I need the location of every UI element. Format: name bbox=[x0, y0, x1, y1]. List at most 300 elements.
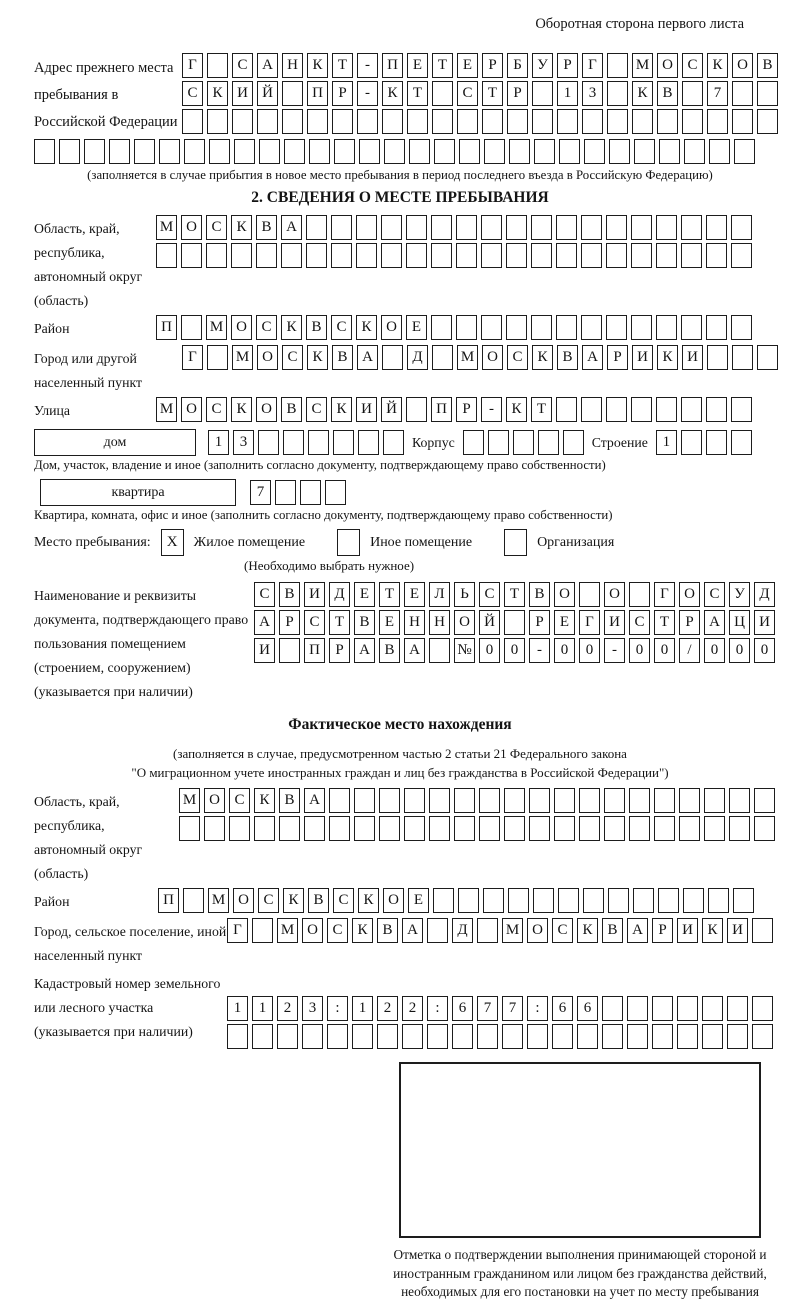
form-cell bbox=[277, 1024, 298, 1049]
form-cell: У bbox=[729, 582, 750, 607]
form-cell bbox=[757, 81, 778, 106]
form-cell bbox=[479, 816, 500, 841]
form-cell bbox=[427, 1024, 448, 1049]
form-cell bbox=[706, 315, 727, 340]
form-cell: М bbox=[277, 918, 298, 943]
form-cell: О bbox=[554, 582, 575, 607]
form-cell bbox=[334, 139, 355, 164]
stay-type-check-residential: X bbox=[161, 529, 184, 556]
form-cell bbox=[432, 109, 453, 134]
form-cell: К bbox=[382, 81, 403, 106]
prev-address-block bbox=[34, 53, 773, 137]
fact-cadastral-cells bbox=[227, 970, 773, 1052]
form-cell bbox=[704, 788, 725, 813]
form-cell bbox=[329, 816, 350, 841]
form-cell: Т bbox=[379, 582, 400, 607]
form-cell: : bbox=[327, 996, 348, 1021]
form-cell bbox=[356, 243, 377, 268]
form-cell: Ь bbox=[454, 582, 475, 607]
form-cell: П bbox=[307, 81, 328, 106]
form-cell bbox=[604, 788, 625, 813]
form-cell bbox=[207, 53, 228, 78]
form-cell bbox=[234, 139, 255, 164]
form-cell: Т bbox=[332, 53, 353, 78]
form-cell bbox=[282, 109, 303, 134]
form-cell bbox=[679, 816, 700, 841]
form-cell bbox=[658, 888, 679, 913]
form-cell bbox=[677, 1024, 698, 1049]
form-cell: С bbox=[256, 315, 277, 340]
form-cell bbox=[431, 243, 452, 268]
form-cell bbox=[629, 816, 650, 841]
form-cell: С bbox=[682, 53, 703, 78]
form-cell: М bbox=[179, 788, 200, 813]
form-cell bbox=[682, 81, 703, 106]
doc-row-2 bbox=[254, 610, 775, 635]
form-cell: П bbox=[382, 53, 403, 78]
form-cell: С bbox=[333, 888, 354, 913]
form-cell: Т bbox=[654, 610, 675, 635]
form-cell: 3 bbox=[582, 81, 603, 106]
form-cell bbox=[509, 139, 530, 164]
stay-type-check-organization bbox=[504, 529, 527, 556]
form-cell: С bbox=[206, 397, 227, 422]
form-cell: В bbox=[529, 582, 550, 607]
form-cell: В bbox=[354, 610, 375, 635]
apartment-label-box: квартира bbox=[40, 479, 236, 506]
form-cell: А bbox=[402, 918, 423, 943]
s2-region-label: Область, край, республика, автономный округ (область) bbox=[34, 221, 143, 308]
form-cell bbox=[681, 215, 702, 240]
form-cell bbox=[354, 816, 375, 841]
form-cell: И bbox=[356, 397, 377, 422]
form-cell: К bbox=[331, 397, 352, 422]
fact-cadastral-row-1 bbox=[227, 996, 773, 1021]
actual-location-caption-1: (заполняется в случае, предусмотренном частью 2 статьи 21 Федерального закона bbox=[173, 746, 627, 761]
form-cell: В bbox=[379, 638, 400, 663]
form-cell: И bbox=[727, 918, 748, 943]
form-cell bbox=[629, 788, 650, 813]
apartment-caption: Квартира, комната, офис и иное (заполнить согласно документу, подтверждающему право собственности) bbox=[34, 508, 613, 522]
form-cell: Т bbox=[432, 53, 453, 78]
prev-address-row-2 bbox=[182, 81, 778, 106]
form-cell: П bbox=[158, 888, 179, 913]
form-cell bbox=[709, 139, 730, 164]
house-caption: Дом, участок, владение и иное (заполнить согласно документу, подтверждающему право собственности) bbox=[34, 458, 606, 472]
form-cell bbox=[754, 788, 775, 813]
stroenie-label: Строение bbox=[591, 434, 648, 450]
fact-cadastral-row bbox=[34, 970, 766, 1052]
form-cell bbox=[508, 888, 529, 913]
form-cell bbox=[731, 315, 752, 340]
form-cell: В bbox=[332, 345, 353, 370]
form-cell bbox=[257, 109, 278, 134]
form-cell: В bbox=[602, 918, 623, 943]
s2-region-cells bbox=[156, 215, 766, 271]
form-cell bbox=[656, 397, 677, 422]
form-cell: Р bbox=[652, 918, 673, 943]
form-cell: С bbox=[232, 53, 253, 78]
form-cell bbox=[481, 315, 502, 340]
form-cell bbox=[733, 888, 754, 913]
form-cell bbox=[457, 109, 478, 134]
form-cell bbox=[456, 315, 477, 340]
form-cell bbox=[731, 215, 752, 240]
form-cell: В bbox=[279, 788, 300, 813]
stay-type-row bbox=[34, 529, 766, 556]
form-cell bbox=[652, 1024, 673, 1049]
form-cell: 7 bbox=[502, 996, 523, 1021]
form-cell: 0 bbox=[479, 638, 500, 663]
form-cell bbox=[284, 139, 305, 164]
form-cell: И bbox=[254, 638, 275, 663]
form-cell: П bbox=[431, 397, 452, 422]
fact-cadastral-label: Кадастровый номер земельного или лесного участка (указывается при наличии) bbox=[34, 976, 221, 1039]
form-cell bbox=[631, 243, 652, 268]
form-cell bbox=[300, 480, 321, 505]
form-cell: О bbox=[233, 888, 254, 913]
fact-region-label: Область, край, республика, автономный округ (область) bbox=[34, 794, 143, 881]
form-cell bbox=[581, 243, 602, 268]
form-cell: К bbox=[577, 918, 598, 943]
form-cell bbox=[757, 345, 778, 370]
section2-title: 2. СВЕДЕНИЯ О МЕСТЕ ПРЕБЫВАНИЯ bbox=[251, 189, 549, 206]
form-cell bbox=[207, 109, 228, 134]
form-cell bbox=[627, 1024, 648, 1049]
form-cell bbox=[179, 816, 200, 841]
form-cell bbox=[731, 397, 752, 422]
korpus-cells bbox=[463, 430, 584, 455]
house-label-box: дом bbox=[34, 429, 196, 456]
form-cell: П bbox=[156, 315, 177, 340]
form-cell: 1 bbox=[208, 430, 229, 455]
form-cell bbox=[752, 996, 773, 1021]
form-cell bbox=[331, 215, 352, 240]
page-header-note: Оборотная сторона первого листа bbox=[535, 16, 744, 32]
form-cell: К bbox=[657, 345, 678, 370]
form-cell bbox=[559, 139, 580, 164]
fact-city-row bbox=[34, 918, 766, 968]
form-cell: С bbox=[327, 918, 348, 943]
form-cell bbox=[306, 243, 327, 268]
form-cell: Г bbox=[182, 53, 203, 78]
form-cell bbox=[557, 109, 578, 134]
form-cell: 6 bbox=[577, 996, 598, 1021]
form-cell: А bbox=[704, 610, 725, 635]
fact-region-row-2 bbox=[179, 816, 775, 841]
form-cell bbox=[254, 816, 275, 841]
form-cell: 2 bbox=[377, 996, 398, 1021]
form-cell bbox=[602, 1024, 623, 1049]
form-cell: 1 bbox=[656, 430, 677, 455]
form-cell bbox=[134, 139, 155, 164]
form-cell bbox=[252, 918, 273, 943]
form-cell: Е bbox=[407, 53, 428, 78]
form-cell: С bbox=[479, 582, 500, 607]
form-cell: В bbox=[279, 582, 300, 607]
form-cell bbox=[404, 788, 425, 813]
form-cell bbox=[252, 1024, 273, 1049]
form-cell: 6 bbox=[452, 996, 473, 1021]
form-cell: № bbox=[454, 638, 475, 663]
s2-region-row-1 bbox=[156, 215, 766, 240]
form-cell bbox=[708, 888, 729, 913]
form-cell: Е bbox=[406, 315, 427, 340]
form-cell bbox=[707, 345, 728, 370]
form-cell: О bbox=[257, 345, 278, 370]
form-cell: И bbox=[604, 610, 625, 635]
form-cell bbox=[383, 430, 404, 455]
fact-region-cells bbox=[179, 788, 775, 844]
form-cell bbox=[427, 918, 448, 943]
form-cell: К bbox=[632, 81, 653, 106]
form-cell: Е bbox=[408, 888, 429, 913]
form-cell: О bbox=[181, 397, 202, 422]
form-cell: : bbox=[527, 996, 548, 1021]
form-cell bbox=[232, 109, 253, 134]
form-cell bbox=[479, 788, 500, 813]
form-cell: К bbox=[358, 888, 379, 913]
form-cell: С bbox=[254, 582, 275, 607]
form-cell bbox=[757, 109, 778, 134]
form-cell: 0 bbox=[554, 638, 575, 663]
form-cell bbox=[513, 430, 534, 455]
form-cell bbox=[556, 243, 577, 268]
form-cell: М bbox=[457, 345, 478, 370]
form-cell: О bbox=[679, 582, 700, 607]
form-cell bbox=[656, 315, 677, 340]
form-cell bbox=[204, 816, 225, 841]
form-cell bbox=[404, 816, 425, 841]
form-cell bbox=[431, 315, 452, 340]
form-cell bbox=[354, 788, 375, 813]
form-cell: А bbox=[404, 638, 425, 663]
form-cell bbox=[307, 109, 328, 134]
form-cell: Д bbox=[407, 345, 428, 370]
form-cell: Р bbox=[456, 397, 477, 422]
form-cell bbox=[732, 109, 753, 134]
form-cell bbox=[652, 996, 673, 1021]
form-cell: О bbox=[383, 888, 404, 913]
form-cell bbox=[583, 888, 604, 913]
form-cell bbox=[706, 397, 727, 422]
form-cell bbox=[381, 243, 402, 268]
form-cell bbox=[181, 315, 202, 340]
form-cell: А bbox=[304, 788, 325, 813]
form-cell bbox=[483, 888, 504, 913]
form-cell: К bbox=[254, 788, 275, 813]
form-cell: Р bbox=[557, 53, 578, 78]
form-cell: Р bbox=[679, 610, 700, 635]
s2-street-label: Улица bbox=[34, 403, 70, 418]
form-cell: 6 bbox=[552, 996, 573, 1021]
doc-row-1 bbox=[254, 582, 775, 607]
form-cell bbox=[309, 139, 330, 164]
form-cell bbox=[206, 243, 227, 268]
prev-address-label: Адрес прежнего места пребывания в Российской Федерации bbox=[34, 60, 178, 130]
form-cell bbox=[606, 243, 627, 268]
form-cell bbox=[507, 109, 528, 134]
form-cell: П bbox=[304, 638, 325, 663]
form-cell bbox=[504, 610, 525, 635]
form-cell: С bbox=[182, 81, 203, 106]
form-cell bbox=[633, 888, 654, 913]
form-cell bbox=[731, 243, 752, 268]
form-cell: С bbox=[552, 918, 573, 943]
form-cell bbox=[681, 397, 702, 422]
form-cell bbox=[727, 996, 748, 1021]
form-cell bbox=[488, 430, 509, 455]
form-cell bbox=[577, 1024, 598, 1049]
form-cell bbox=[109, 139, 130, 164]
form-cell bbox=[677, 996, 698, 1021]
form-cell: А bbox=[582, 345, 603, 370]
form-cell: 0 bbox=[754, 638, 775, 663]
form-cell bbox=[534, 139, 555, 164]
form-cell: С bbox=[457, 81, 478, 106]
form-cell bbox=[607, 81, 628, 106]
form-cell: О bbox=[454, 610, 475, 635]
form-cell bbox=[656, 243, 677, 268]
form-cell bbox=[684, 139, 705, 164]
form-cell: С bbox=[507, 345, 528, 370]
prev-address-caption: (заполняется в случае прибытия в новое место пребывания в период последнего въезда в Российскую Федерацию) bbox=[87, 168, 713, 182]
form-cell bbox=[379, 816, 400, 841]
form-cell bbox=[606, 397, 627, 422]
form-cell bbox=[538, 430, 559, 455]
form-cell: 3 bbox=[302, 996, 323, 1021]
form-cell bbox=[159, 139, 180, 164]
form-cell: Т bbox=[482, 81, 503, 106]
fact-region-row bbox=[34, 788, 766, 886]
form-cell bbox=[481, 215, 502, 240]
form-cell: Р bbox=[279, 610, 300, 635]
form-cell: Е bbox=[404, 582, 425, 607]
form-cell bbox=[282, 81, 303, 106]
form-cell: Т bbox=[329, 610, 350, 635]
form-cell: К bbox=[307, 345, 328, 370]
form-cell bbox=[34, 139, 55, 164]
form-cell: 1 bbox=[252, 996, 273, 1021]
form-cell bbox=[606, 315, 627, 340]
form-cell: О bbox=[657, 53, 678, 78]
form-cell bbox=[477, 1024, 498, 1049]
form-cell bbox=[382, 109, 403, 134]
form-cell bbox=[556, 315, 577, 340]
prev-address-row-1 bbox=[182, 53, 778, 78]
form-cell: 7 bbox=[250, 480, 271, 505]
form-cell bbox=[554, 788, 575, 813]
form-cell bbox=[332, 109, 353, 134]
form-cell bbox=[654, 788, 675, 813]
form-cell bbox=[532, 109, 553, 134]
form-cell bbox=[681, 430, 702, 455]
form-cell: И bbox=[232, 81, 253, 106]
form-cell: Р bbox=[607, 345, 628, 370]
s2-street-cells bbox=[156, 397, 766, 422]
form-cell bbox=[358, 430, 379, 455]
form-cell: И bbox=[754, 610, 775, 635]
form-cell: 2 bbox=[402, 996, 423, 1021]
form-cell: Р bbox=[507, 81, 528, 106]
form-cell: И bbox=[682, 345, 703, 370]
form-cell bbox=[333, 430, 354, 455]
form-cell: Д bbox=[329, 582, 350, 607]
stay-type-check-other bbox=[337, 529, 360, 556]
form-cell: С bbox=[258, 888, 279, 913]
form-cell: 1 bbox=[557, 81, 578, 106]
s2-region-row-2 bbox=[156, 243, 766, 268]
prev-address-row-3 bbox=[182, 109, 778, 134]
form-cell: М bbox=[502, 918, 523, 943]
form-cell bbox=[306, 215, 327, 240]
form-cell bbox=[729, 816, 750, 841]
form-cell bbox=[706, 243, 727, 268]
form-cell: В bbox=[256, 215, 277, 240]
form-cell: Т bbox=[504, 582, 525, 607]
form-cell: К bbox=[207, 81, 228, 106]
form-cell bbox=[527, 1024, 548, 1049]
form-cell: Е bbox=[554, 610, 575, 635]
form-cell bbox=[681, 315, 702, 340]
form-cell bbox=[634, 139, 655, 164]
form-cell bbox=[331, 243, 352, 268]
form-cell bbox=[283, 430, 304, 455]
stay-type-option-organization: Организация bbox=[537, 534, 615, 550]
form-cell: Й bbox=[381, 397, 402, 422]
form-cell: С bbox=[629, 610, 650, 635]
form-cell bbox=[429, 816, 450, 841]
stamp-caption: Отметка о подтверждении выполнения принимающей стороной и иностранным гражданином или лицом без гражданства действий, необходимых для его постановки на учет по месту пребывания bbox=[393, 1247, 767, 1299]
fact-district-label: Район bbox=[34, 894, 70, 909]
form-cell bbox=[731, 430, 752, 455]
form-cell bbox=[304, 816, 325, 841]
form-cell: 7 bbox=[477, 996, 498, 1021]
form-cell: И bbox=[304, 582, 325, 607]
form-cell bbox=[227, 1024, 248, 1049]
fact-district-cells bbox=[158, 888, 766, 913]
form-cell: - bbox=[357, 81, 378, 106]
form-cell: С bbox=[206, 215, 227, 240]
form-cell: 0 bbox=[504, 638, 525, 663]
form-cell bbox=[657, 109, 678, 134]
form-cell bbox=[434, 139, 455, 164]
form-cell: Й bbox=[479, 610, 500, 635]
form-cell bbox=[581, 315, 602, 340]
form-cell: / bbox=[679, 638, 700, 663]
form-cell: К bbox=[506, 397, 527, 422]
form-cell bbox=[325, 480, 346, 505]
form-cell bbox=[752, 918, 773, 943]
actual-location-caption-2: "О миграционном учете иностранных граждан и лиц без гражданства в Российской Федерации") bbox=[131, 765, 669, 780]
form-cell bbox=[357, 109, 378, 134]
form-cell bbox=[379, 788, 400, 813]
form-cell bbox=[181, 243, 202, 268]
s2-city-row bbox=[34, 345, 766, 395]
form-cell: 0 bbox=[579, 638, 600, 663]
form-cell bbox=[327, 1024, 348, 1049]
form-cell bbox=[231, 243, 252, 268]
stamp-box bbox=[399, 1062, 761, 1238]
form-cell bbox=[281, 243, 302, 268]
s2-district-cells bbox=[156, 315, 766, 340]
doc-label: Наименование и реквизиты документа, подтверждающего право пользования помещением (строением, сооружением) (указывается при наличии) bbox=[34, 588, 249, 699]
form-cell: К bbox=[702, 918, 723, 943]
form-cell: В bbox=[757, 53, 778, 78]
form-cell bbox=[581, 215, 602, 240]
prev-address-cells bbox=[182, 53, 778, 137]
form-cell bbox=[84, 139, 105, 164]
